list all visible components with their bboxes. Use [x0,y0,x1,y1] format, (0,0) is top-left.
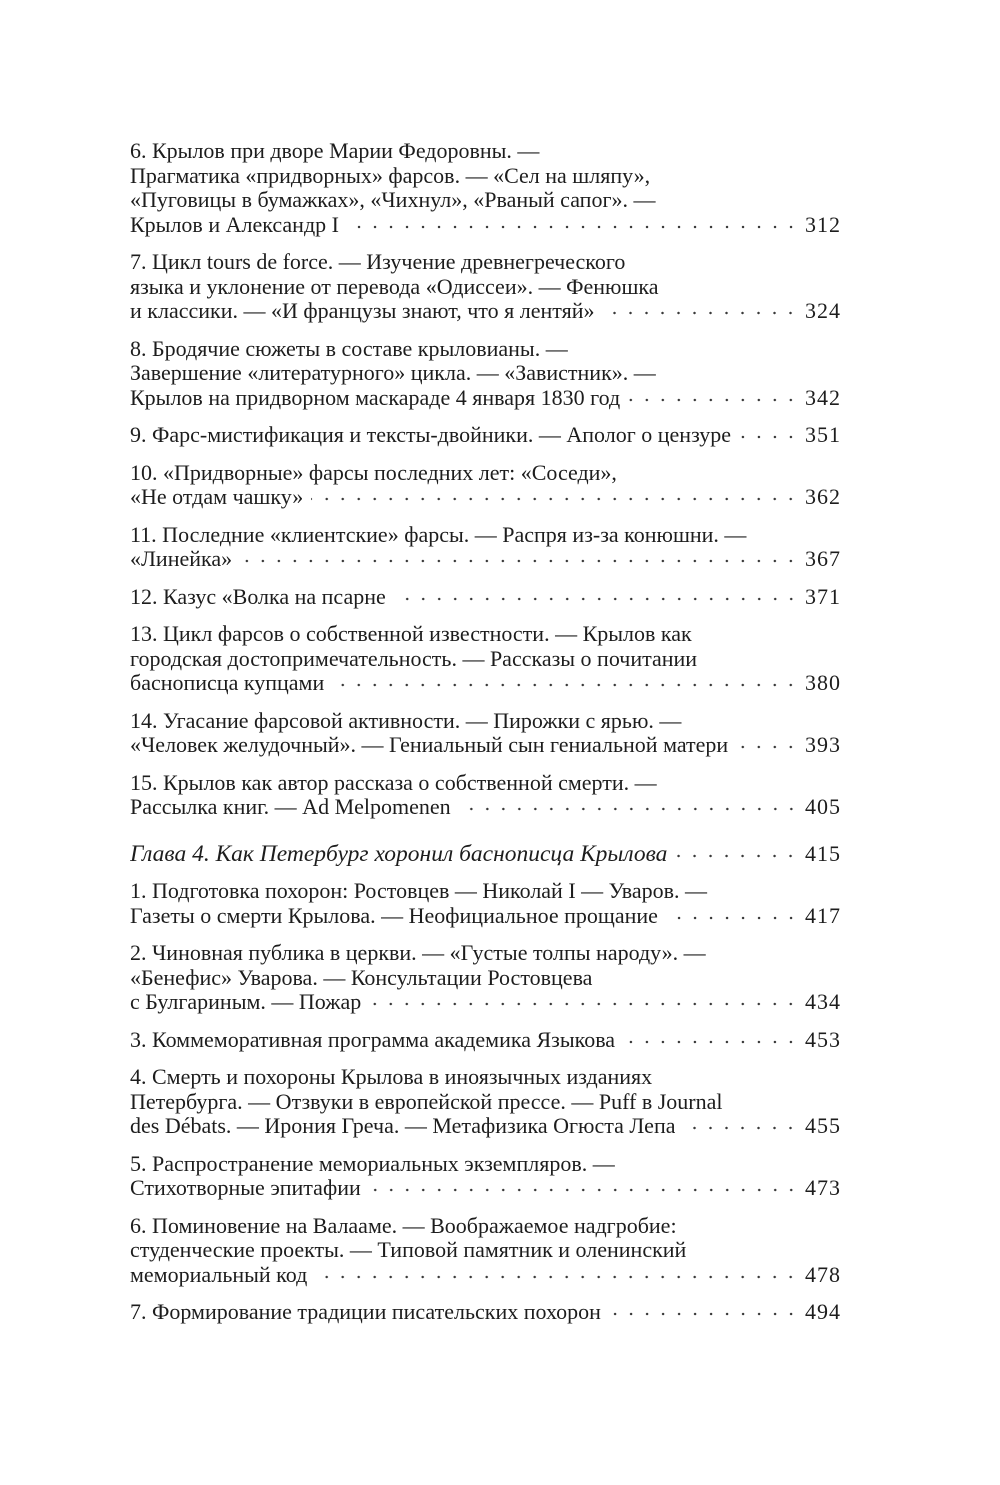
dot-leader [459,804,799,814]
toc-entry-text: мемориальный код [130,1262,308,1287]
toc-entry-line: «Бенефис» Уварова. — Консультации Ростовцева [130,964,593,990]
page-number: 393 [805,732,841,757]
toc-entry-final-line [130,299,841,324]
toc-entry-line: языка и уклонение от перевода «Одиссеи». — Фенюшка [130,273,659,299]
toc-entry-line: 8. Бродячие сюжеты в составе крыловианы. — [130,335,568,361]
toc-entry-line: 1. Подготовка похорон: Ростовцев — Николай I — Уваров. — [130,878,708,903]
toc-entry-line: 6. Поминовение на Валааме. — Воображаемое надгробие: [130,1212,677,1238]
toc-entry-final-line [130,990,841,1015]
dot-leader [369,999,799,1009]
toc-entry-final-line [130,1176,841,1201]
dot-leader [311,494,799,504]
page-number: 380 [805,670,841,695]
toc-entry-text: 3. Коммеморативная программа академика Языкова [130,1027,616,1052]
toc-entry [130,423,841,448]
page-number: 478 [805,1261,841,1287]
toc-entry [130,1214,841,1288]
toc-entry-line: 6. Крылов при дворе Марии Федоровны. — [130,138,540,163]
dot-leader [739,432,799,442]
toc-entry-line: студенческие проекты. — Типовой памятник и оленинский [130,1237,687,1262]
dot-leader [332,680,799,690]
toc-entry-line: 10. «Придворные» фарсы последних лет: «Соседи», [130,459,617,485]
toc-entry-final-line [130,1263,841,1288]
page-number: 434 [805,989,841,1014]
page-number: 367 [805,546,841,571]
toc-entry [130,1300,841,1325]
toc-entry-final-line [130,904,841,929]
toc-entry-text: «Человек желудочный». — Гениальный сын гениальной матери [130,733,729,757]
toc-entry-line: 4. Смерть и похороны Крылова в иноязычных изданиях [130,1064,653,1089]
page-number: 371 [805,583,841,609]
page-number: 415 [805,840,841,866]
page-number: 351 [805,422,841,447]
toc-entry-line: 13. Цикл фарсов о собственной известности. — Крылов как [130,621,692,646]
toc-entry-final-line [130,1114,841,1139]
dot-leader [240,556,799,566]
toc-entry-line: 5. Распространение мемориальных экземпляров. — [130,1150,615,1176]
dot-leader [394,594,799,604]
toc-entry-line: 7. Цикл tours de force. — Изучение древнегреческого [130,249,626,274]
page-number: 342 [805,384,841,410]
toc-entry-text: с Булгариным. — Пожар [130,990,362,1014]
toc-entry-line: 14. Угасание фарсовой активности. — Пирожки с ярью. — [130,707,682,733]
dot-leader [623,1037,799,1047]
toc-entry-line: Петербурга. — Отзвуки в европейской прессе. — Puff в Journal [130,1088,723,1114]
dot-leader [315,1272,799,1282]
dot-leader [347,222,799,232]
toc-entry-line: 2. Чиновная публика в церкви. — «Густые толпы народу». — [130,940,706,965]
toc-entry-line: городская достопримечательность. — Рассказы о почитании [130,645,698,671]
page-number: 362 [805,484,841,509]
page-number: 494 [805,1299,841,1324]
toc-entry-line: Завершение «литературного» цикла. — «Завистник». — [130,360,656,385]
toc-entry-text: 12. Казус «Волка на псарне [130,584,386,609]
toc-entry [130,250,841,324]
toc-entry-final-line [130,423,841,448]
dot-leader [666,913,799,923]
toc-entry [130,461,841,510]
toc-chapter-heading [130,842,841,867]
toc-entry-text: 7. Формирование традиции писательских похорон [130,1300,601,1324]
page-number: 417 [805,902,841,928]
dot-leader [609,1309,799,1319]
toc-entry-final-line [130,585,841,610]
page-number: 453 [805,1026,841,1052]
toc-entry-line: Прагматика «придворных» фарсов. — «Сел на шляпу», [130,162,651,188]
toc-entry-text: Глава 4. Как Петербург хоронил баснописца Крылова [130,841,668,866]
toc-entry-line: 15. Крылов как автор рассказа о собственной смерти. — [130,769,657,795]
dot-leader [675,851,799,861]
toc-entry-text: и классики. — «И французы знают, что я лентяй» [130,299,595,323]
toc-entry [130,709,841,758]
toc-entry [130,523,841,572]
toc-entry-final-line [130,1300,841,1325]
toc-entry-final-line [130,795,841,820]
dot-leader [602,308,799,318]
dot-leader [683,1123,799,1133]
toc-entry-text: Газеты о смерти Крылова. — Неофициальное прощание [130,903,658,928]
toc-entry [130,1028,841,1053]
toc-entry-text: «Линейка» [130,547,233,571]
toc-entry-line: 11. Последние «клиентские» фарсы. — Распря из-за конюшни. — [130,521,747,547]
toc-entry-final-line [130,386,841,411]
dot-leader [628,395,799,405]
toc-entry [130,337,841,411]
toc-entry-final-line [130,733,841,758]
toc-entry [130,941,841,1015]
toc-entry-final-line [130,485,841,510]
page-number: 312 [805,211,841,237]
toc-entry-final-line [130,213,841,238]
toc-entry-final-line [130,1028,841,1053]
toc-entry-text: «Не отдам чашку» [130,485,304,509]
toc-entry-text: Рассылка книг. — Ad Melpomenen [130,795,451,819]
toc-entry [130,585,841,610]
toc-entry-text: Крылов и Александр I [130,212,339,237]
toc-entry-text: 9. Фарс-мистификация и тексты-двойники. — Аполог о цензуре [130,423,732,447]
toc-entry-text: Стихотворные эпитафии [130,1176,361,1200]
toc-entry [130,139,841,237]
toc-entry [130,771,841,820]
toc-entry-text: баснописца купцами [130,671,325,695]
dot-leader [369,1185,799,1195]
page-number: 405 [805,794,841,819]
toc-entry-text: des Débats. — Ирония Греча. — Метафизика Огюста Лепа [130,1114,676,1138]
page-number: 473 [805,1175,841,1200]
toc-entry-final-line [130,671,841,696]
toc-entry [130,1152,841,1201]
toc-entry [130,622,841,696]
page-number: 455 [805,1113,841,1138]
toc-entry [130,1065,841,1139]
toc-entry [130,879,841,928]
toc-entry-final-line [130,842,841,867]
dot-leader [736,742,799,752]
table-of-contents [130,139,841,1338]
toc-entry-final-line [130,547,841,572]
page-number: 324 [805,298,841,323]
toc-entry-text: Крылов на придворном маскараде 4 января 1830 год [130,385,621,410]
toc-entry-line: «Пуговицы в бумажках», «Чихнул», «Рваный сапог». — [130,187,656,212]
